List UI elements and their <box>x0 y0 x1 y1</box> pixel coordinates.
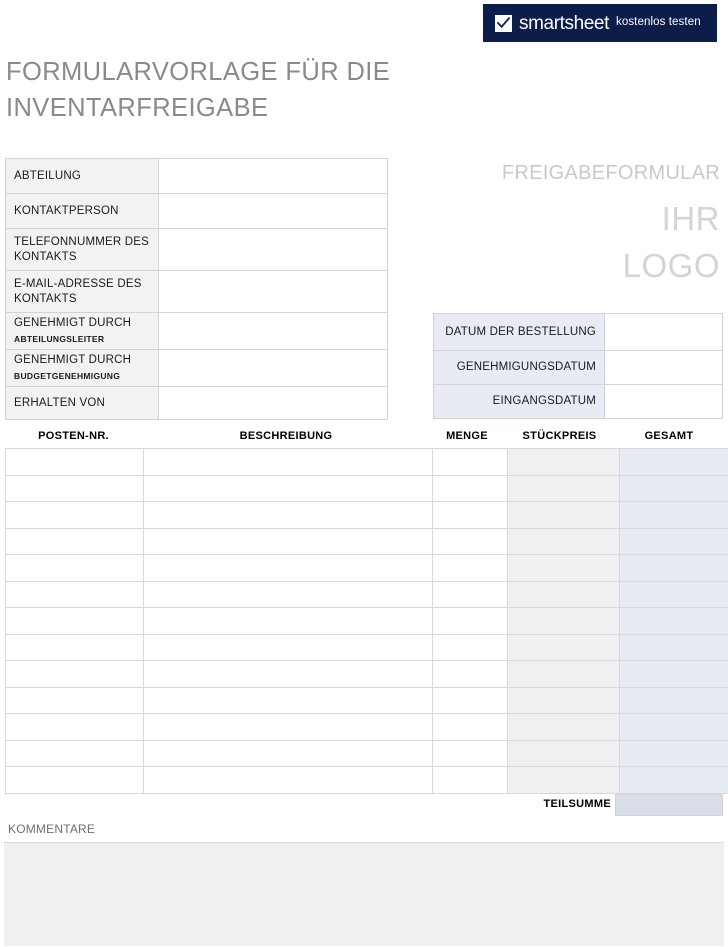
cell-posten-nr[interactable] <box>6 608 144 635</box>
cell-beschreibung[interactable] <box>144 528 433 555</box>
cell-gesamt[interactable] <box>620 740 728 767</box>
label-text: TELEFONNUMMER DES KONTAKTS <box>14 235 150 263</box>
cell-beschreibung[interactable] <box>144 661 433 688</box>
cell-beschreibung[interactable] <box>144 740 433 767</box>
cell-stueckpreis[interactable] <box>508 634 620 661</box>
table-row <box>6 475 728 502</box>
table-row <box>6 449 728 476</box>
cell-stueckpreis[interactable] <box>508 555 620 582</box>
table-row <box>6 194 388 229</box>
logo-placeholder-line1: IHR <box>661 200 720 237</box>
cell-gesamt[interactable] <box>620 581 728 608</box>
contact-value-genehmigt-budget[interactable] <box>159 350 388 387</box>
cell-menge[interactable] <box>433 581 508 608</box>
label-text: ERHALTEN VON <box>14 396 106 409</box>
date-value-eingangsdatum[interactable] <box>605 385 723 419</box>
cell-gesamt[interactable] <box>620 555 728 582</box>
column-header-beschreibung: BESCHREIBUNG <box>239 430 333 442</box>
table-row <box>434 385 723 419</box>
cell-gesamt[interactable] <box>620 634 728 661</box>
cell-gesamt[interactable] <box>620 714 728 741</box>
contact-value-erhalten-von[interactable] <box>159 387 388 420</box>
subtotal-label: TEILSUMME <box>543 798 611 810</box>
cell-beschreibung[interactable] <box>144 449 433 476</box>
table-row <box>6 714 728 741</box>
comments-label: KOMMENTARE <box>8 822 96 836</box>
cell-menge[interactable] <box>433 767 508 794</box>
smartsheet-banner[interactable] <box>483 4 717 42</box>
date-label-bestelldatum: DATUM DER BESTELLUNG <box>434 314 605 351</box>
smartsheet-wordmark: smartsheet <box>519 12 609 34</box>
cell-beschreibung[interactable] <box>144 502 433 529</box>
cell-posten-nr[interactable] <box>6 449 144 476</box>
cell-menge[interactable] <box>433 740 508 767</box>
date-label-eingangsdatum: EINGANGSDATUM <box>434 385 605 419</box>
cell-gesamt[interactable] <box>620 475 728 502</box>
cell-gesamt[interactable] <box>620 528 728 555</box>
label-text: GENEHMIGT DURCH <box>14 316 132 329</box>
cell-posten-nr[interactable] <box>6 528 144 555</box>
cell-stueckpreis[interactable] <box>508 502 620 529</box>
column-header-stueckpreis: STÜCKPREIS <box>522 430 597 442</box>
contact-value-abteilung[interactable] <box>159 159 388 194</box>
label-subtext: ABTEILUNGSLEITER <box>14 333 105 344</box>
table-row <box>6 271 388 313</box>
dates-table <box>433 313 723 419</box>
cell-posten-nr[interactable] <box>6 740 144 767</box>
contact-value-telefonnummer[interactable] <box>159 229 388 271</box>
cell-stueckpreis[interactable] <box>508 608 620 635</box>
table-row <box>6 634 728 661</box>
cell-posten-nr[interactable] <box>6 555 144 582</box>
table-row <box>6 661 728 688</box>
cell-menge[interactable] <box>433 475 508 502</box>
table-row <box>434 314 723 351</box>
cell-gesamt[interactable] <box>620 502 728 529</box>
cell-posten-nr[interactable] <box>6 634 144 661</box>
cell-menge[interactable] <box>433 528 508 555</box>
cell-stueckpreis[interactable] <box>508 767 620 794</box>
column-header-gesamt: GESAMT <box>644 430 694 442</box>
table-row <box>6 555 728 582</box>
items-table-header <box>5 430 723 447</box>
cell-gesamt[interactable] <box>620 449 728 476</box>
table-row <box>434 351 723 385</box>
cell-gesamt[interactable] <box>620 687 728 714</box>
contact-label-email <box>6 271 159 313</box>
table-row <box>6 350 388 387</box>
date-value-genehmigungsdatum[interactable] <box>605 351 723 385</box>
cell-menge[interactable] <box>433 502 508 529</box>
cell-posten-nr[interactable] <box>6 661 144 688</box>
column-header-menge: MENGE <box>446 430 488 442</box>
cell-menge[interactable] <box>433 661 508 688</box>
cell-beschreibung[interactable] <box>144 555 433 582</box>
label-text: KONTAKTPERSON <box>14 204 119 217</box>
contact-info-body <box>6 159 388 420</box>
table-row <box>6 313 388 350</box>
cell-beschreibung[interactable] <box>144 767 433 794</box>
cell-menge[interactable] <box>433 555 508 582</box>
comments-input[interactable] <box>4 842 724 946</box>
cell-stueckpreis[interactable] <box>508 661 620 688</box>
cell-posten-nr[interactable] <box>6 714 144 741</box>
cell-menge[interactable] <box>433 608 508 635</box>
contact-value-email[interactable] <box>159 271 388 313</box>
cell-posten-nr[interactable] <box>6 767 144 794</box>
cell-posten-nr[interactable] <box>6 475 144 502</box>
page-title: FORMULARVORLAGE FÜR DIE INVENTARFREIGABE <box>6 58 391 122</box>
cell-menge[interactable] <box>433 687 508 714</box>
cell-menge[interactable] <box>433 714 508 741</box>
contact-label-abteilung <box>6 159 159 194</box>
subtotal-row <box>5 794 723 816</box>
cell-stueckpreis[interactable] <box>508 581 620 608</box>
table-row <box>6 387 388 420</box>
items-table-body <box>6 449 728 794</box>
cell-stueckpreis[interactable] <box>508 687 620 714</box>
label-text: ABTEILUNG <box>14 169 81 182</box>
logo-placeholder-line2: LOGO <box>622 247 720 284</box>
cell-beschreibung[interactable] <box>144 581 433 608</box>
logo-placeholder <box>428 195 720 289</box>
label-text: E-MAIL-ADRESSE DES KONTAKTS <box>14 277 142 305</box>
cell-stueckpreis[interactable] <box>508 528 620 555</box>
dates-table-body <box>434 314 723 419</box>
cell-gesamt[interactable] <box>620 661 728 688</box>
contact-value-genehmigt-abteilungsleiter[interactable] <box>159 313 388 350</box>
cell-stueckpreis[interactable] <box>508 449 620 476</box>
subtotal-value[interactable] <box>615 794 723 816</box>
label-text: GENEHMIGT DURCH <box>14 353 132 366</box>
column-header-posten-nr: POSTEN-NR. <box>38 430 109 442</box>
cell-posten-nr[interactable] <box>6 581 144 608</box>
form-kicker: FREIGABEFORMULAR <box>501 162 720 184</box>
smartsheet-tagline[interactable]: kostenlos testen <box>615 16 701 29</box>
table-row <box>6 528 728 555</box>
contact-label-telefonnummer <box>6 229 159 271</box>
items-table <box>5 448 728 794</box>
table-row <box>6 502 728 529</box>
cell-posten-nr[interactable] <box>6 687 144 714</box>
contact-label-genehmigt-budget <box>6 350 159 387</box>
table-row <box>6 581 728 608</box>
cell-posten-nr[interactable] <box>6 502 144 529</box>
date-label-genehmigungsdatum: GENEHMIGUNGSDATUM <box>434 351 605 385</box>
cell-beschreibung[interactable] <box>144 714 433 741</box>
cell-beschreibung[interactable] <box>144 608 433 635</box>
table-row <box>6 608 728 635</box>
table-row <box>6 687 728 714</box>
cell-menge[interactable] <box>433 449 508 476</box>
label-subtext: BUDGETGENEHMIGUNG <box>14 370 121 381</box>
table-row <box>6 159 388 194</box>
cell-stueckpreis[interactable] <box>508 740 620 767</box>
checkbox-check-icon <box>495 15 512 32</box>
contact-value-kontaktperson[interactable] <box>159 194 388 229</box>
contact-label-erhalten-von <box>6 387 159 420</box>
date-value-bestelldatum[interactable] <box>605 314 723 351</box>
cell-menge[interactable] <box>433 634 508 661</box>
contact-info-table <box>5 158 388 420</box>
cell-gesamt[interactable] <box>620 608 728 635</box>
contact-label-genehmigt-abteilungsleiter <box>6 313 159 350</box>
contact-label-kontaktperson <box>6 194 159 229</box>
table-row <box>6 740 728 767</box>
cell-beschreibung[interactable] <box>144 475 433 502</box>
cell-stueckpreis[interactable] <box>508 475 620 502</box>
cell-beschreibung[interactable] <box>144 687 433 714</box>
table-row <box>6 767 728 794</box>
cell-gesamt[interactable] <box>620 767 728 794</box>
table-row <box>6 229 388 271</box>
cell-beschreibung[interactable] <box>144 634 433 661</box>
cell-stueckpreis[interactable] <box>508 714 620 741</box>
